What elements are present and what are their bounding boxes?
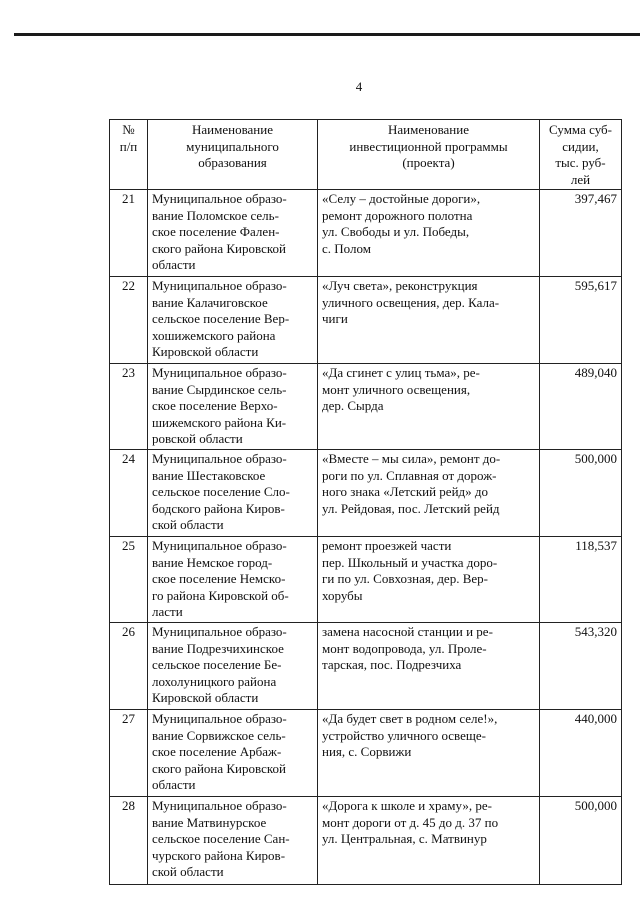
table-row: [110, 450, 622, 537]
row-program: «Да сгинет с улиц тьма», ре- монт уличного освещения, дер. Сырда: [318, 364, 540, 450]
header-program: Наименование инвестиционной программы (проекта): [318, 120, 540, 190]
row-municipality: Муниципальное образо- вание Шестаковское сельское поселение Сло- бодского района Киров- ской области: [148, 450, 318, 537]
table-row: [110, 710, 622, 797]
subsidy-table: [109, 119, 622, 885]
row-number: 28: [110, 797, 148, 885]
row-sum: 118,537: [540, 537, 622, 623]
row-municipality: Муниципальное образо- вание Подрезчихинское сельское поселение Бе- лохолуницкого района Кировской области: [148, 623, 318, 710]
row-sum: 489,040: [540, 364, 622, 450]
row-number: 24: [110, 450, 148, 537]
row-program: «Дорога к школе и храму», ре- монт дороги от д. 45 до д. 37 по ул. Центральная, с. Матвинур: [318, 797, 540, 885]
table-row: [110, 364, 622, 450]
row-municipality: Муниципальное образо- вание Немское город- ское поселение Немско- го района Кировской об- ласти: [148, 537, 318, 623]
row-program: «Вместе – мы сила», ремонт до- роги по ул. Сплавная от дорож- ного знака «Летский рейд» до ул. Рейдовая, пос. Летский рейд: [318, 450, 540, 537]
table-header-row: [110, 120, 622, 190]
table-row: [110, 537, 622, 623]
header-municipality: Наименование муниципального образования: [148, 120, 318, 190]
table-row: [110, 277, 622, 364]
table-row: [110, 190, 622, 277]
row-program: замена насосной станции и ре- монт водопровода, ул. Проле- тарская, пос. Подрезчиха: [318, 623, 540, 710]
table-row: [110, 797, 622, 885]
row-number: 27: [110, 710, 148, 797]
row-number: 23: [110, 364, 148, 450]
header-sum: Сумма суб- сидии, тыс. руб- лей: [540, 120, 622, 190]
row-number: 25: [110, 537, 148, 623]
row-sum: 440,000: [540, 710, 622, 797]
table-row: [110, 623, 622, 710]
row-municipality: Муниципальное образо- вание Калачиговское сельское поселение Вер- хошижемского района Кировской области: [148, 277, 318, 364]
row-number: 26: [110, 623, 148, 710]
row-sum: 595,617: [540, 277, 622, 364]
row-sum: 543,320: [540, 623, 622, 710]
row-municipality: Муниципальное образо- вание Поломское сель- ское поселение Фален- ского района Кировской области: [148, 190, 318, 277]
header-number: № п/п: [110, 120, 148, 190]
row-municipality: Муниципальное образо- вание Матвинурское сельское поселение Сан- чурского района Киров- ской области: [148, 797, 318, 885]
row-sum: 500,000: [540, 450, 622, 537]
row-program: «Селу – достойные дороги», ремонт дорожного полотна ул. Свободы и ул. Победы, с. Полом: [318, 190, 540, 277]
row-sum: 397,467: [540, 190, 622, 277]
top-rule: [14, 33, 640, 36]
row-number: 22: [110, 277, 148, 364]
page-number: 4: [355, 79, 363, 94]
row-program: «Луч света», реконструкция уличного освещения, дер. Кала- чиги: [318, 277, 540, 364]
row-municipality: Муниципальное образо- вание Сорвижское сель- ское поселение Арбаж- ского района Кировской области: [148, 710, 318, 797]
row-number: 21: [110, 190, 148, 277]
row-program: ремонт проезжей части пер. Школьный и участка доро- ги по ул. Совхозная, дер. Вер- хорубы: [318, 537, 540, 623]
row-municipality: Муниципальное образо- вание Сырдинское сель- ское поселение Верхо- шижемского района Ки- ровской области: [148, 364, 318, 450]
row-program: «Да будет свет в родном селе!», устройство уличного освеще- ния, с. Сорвижи: [318, 710, 540, 797]
row-sum: 500,000: [540, 797, 622, 885]
